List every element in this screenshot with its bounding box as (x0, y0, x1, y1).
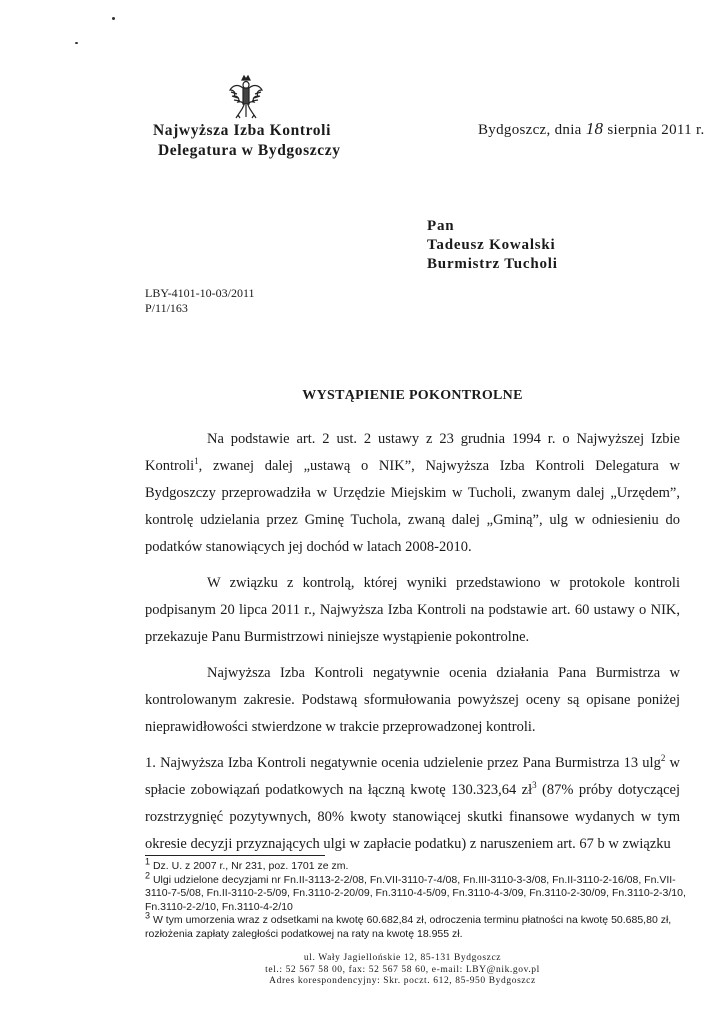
paragraph-4-number: 1. (145, 755, 156, 771)
paragraph-2: W związku z kontrolą, której wyniki przedstawiono w protokole kontroli podpisanym 20 lipca 2011 r., Najwyższa Izba Kontroli na podstawie art. 60 ustawy o NIK, przekazuje Panu Burmistrzowi niniejsze wystąpienie pokontrolne. (145, 575, 680, 645)
org-name-line1: Najwyższa Izba Kontroli (153, 122, 331, 139)
page-footer (0, 953, 725, 988)
date-prefix: Bydgoszcz, dnia (478, 122, 582, 138)
recipient-position: Burmistrz Tucholi (427, 256, 558, 272)
case-number: P/11/163 (145, 301, 188, 315)
document-body (145, 426, 680, 858)
footnote-3-text: W tym umorzenia wraz z odsetkami na kwotę 60.682,84 zł, odroczenia terminu płatności na kwotę 50.685,80 zł, rozłożenia zapłaty zaległości podatkowej na raty na kwotę 18.955 zł. (145, 914, 672, 940)
document-title (0, 388, 725, 404)
paragraph-4-text-a: Najwyższa Izba Kontroli negatywnie ocenia udzielenie przez Pana Burmistrza 13 ulg (160, 755, 661, 771)
paragraph-1 (145, 426, 680, 561)
footnote-3-number: 3 (145, 910, 151, 921)
footnote-1-text: Dz. U. z 2007 r., Nr 231, poz. 1701 ze zm. (152, 860, 349, 872)
recipient-salutation: Pan (427, 218, 455, 234)
footer-correspondence: Adres korespondencyjny: Skr. poczt. 612, 85-950 Bydgoszcz (269, 976, 536, 986)
date-suffix: sierpnia 2011 r. (607, 122, 705, 138)
org-name-line2: Delegatura w Bydgoszczy (158, 142, 341, 159)
reference-numbers (145, 286, 255, 316)
scan-speck (75, 42, 78, 44)
date-day-handwritten: 18 (585, 119, 604, 138)
footnote-2-text: Ulgi udzielone decyzjami nr Fn.II-3113-2-2/08, Fn.VII-3110-7-4/08, Fn.III-3110-3-3/08, Fn.II-3110-2-16/08, Fn.VII-3110-7-5/08, Fn.II-3110-2-5/09, Fn.3110-2-20/09, Fn.3110-4-5/09, Fn.3110-4-3/09, Fn.3110-2-30/09, Fn.3110-2-3/10, Fn.3110-2-2/10, Fn.3110-4-2/10 (145, 873, 686, 913)
footnote-ref-2: 2 (660, 753, 666, 764)
footnote-2 (145, 870, 700, 915)
footnote-3 (145, 910, 700, 941)
paragraph-4-text-c: (87% próby dotyczącej rozstrzygnięć pozytywnych, 80% kwoty stanowiącej skutki finansowe wydanych w tym okresie decyzji przyznających ulgi w zapłacie podatku) z naruszeniem art. 67 b w związku (145, 782, 681, 852)
scan-speck (112, 17, 115, 20)
recipient-name: Tadeusz Kowalski (427, 237, 556, 253)
paragraph-1-text-b: , zwanej dalej „ustawą o NIK”, Najwyższa Izba Kontroli Delegatura w Bydgoszczy przeprowadziła w Urzędzie Miejskim w Tucholi, zwanym dalej „Urzędem”, kontrolę udzielania przez Gminę Tuchola, zwaną dalej „Gminą”, ulg w odniesieniu do podatków stanowiących jej dochód w latach 2008-2010. (145, 458, 680, 555)
title-text: WYSTĄPIENIE POKONTROLNE (302, 388, 523, 403)
paragraph-4-text-b: w spłacie zobowiązań podatkowych na łączną kwotę 130.323,64 zł (145, 755, 681, 798)
footer-address: ul. Wały Jagiellońskie 12, 85-131 Bydgoszcz (303, 953, 502, 963)
organization-name (153, 121, 341, 161)
footnote-2-number: 2 (145, 870, 151, 880)
paragraph-1-text-a: Na podstawie art. 2 ust. 2 ustawy z 23 grudnia 1994 r. o Najwyższej Izbie Kontroli (145, 431, 680, 474)
recipient-block (427, 217, 558, 274)
eagle-emblem-icon (228, 72, 264, 120)
footnote-divider (145, 855, 325, 856)
footer-contact: tel.: 52 567 58 00, fax: 52 567 58 60, e-mail: LBY@nik.gov.pl (265, 964, 540, 975)
footnote-ref-1: 1 (194, 456, 199, 467)
paragraph-3: Najwyższa Izba Kontroli negatywnie ocenia działania Pana Burmistrza w kontrolowanym zakresie. Podstawą sformułowania powyższej oceny są opisane poniżej nieprawidłowości stwierdzone w trakcie przeprowadzonej kontroli. (145, 665, 680, 735)
footnote-1-number: 1 (145, 856, 151, 867)
document-date (478, 119, 705, 139)
paragraph-4 (145, 750, 680, 858)
reference-number: LBY-4101-10-03/2011 (145, 286, 255, 300)
footnotes (145, 856, 700, 941)
footnote-ref-3: 3 (532, 780, 537, 791)
footnote-1 (145, 856, 700, 874)
